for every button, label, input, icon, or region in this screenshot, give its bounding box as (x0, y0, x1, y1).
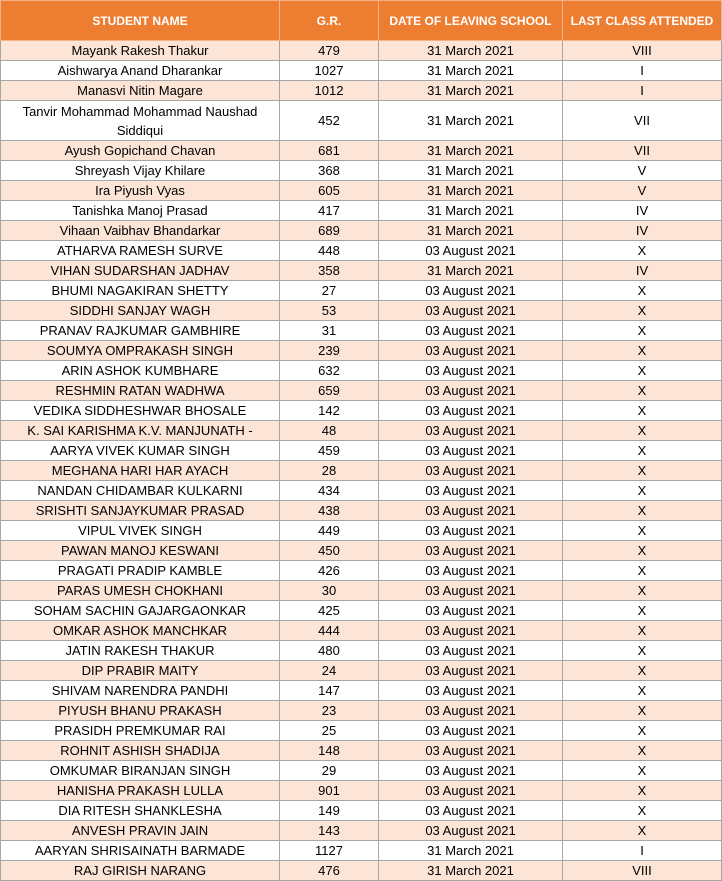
cell-date-of-leaving: 03 August 2021 (379, 661, 563, 681)
cell-date-of-leaving: 03 August 2021 (379, 621, 563, 641)
cell-last-class: X (563, 481, 722, 501)
table-row (1, 241, 722, 261)
cell-date-of-leaving: 03 August 2021 (379, 561, 563, 581)
cell-student-name: RAJ GIRISH NARANG (1, 861, 280, 881)
cell-gr: 149 (280, 801, 379, 821)
cell-last-class: VII (563, 141, 722, 161)
cell-gr: 444 (280, 621, 379, 641)
cell-gr: 239 (280, 341, 379, 361)
cell-student-name: ARIN ASHOK KUMBHARE (1, 361, 280, 381)
header-gr: G.R. (280, 1, 379, 41)
cell-student-name: Ayush Gopichand Chavan (1, 141, 280, 161)
cell-gr: 901 (280, 781, 379, 801)
cell-gr: 449 (280, 521, 379, 541)
cell-gr: 476 (280, 861, 379, 881)
cell-date-of-leaving: 31 March 2021 (379, 141, 563, 161)
cell-date-of-leaving: 31 March 2021 (379, 861, 563, 881)
cell-student-name: AARYA VIVEK KUMAR SINGH (1, 441, 280, 461)
table-row (1, 821, 722, 841)
cell-gr: 632 (280, 361, 379, 381)
cell-student-name: DIA RITESH SHANKLESHA (1, 801, 280, 821)
cell-gr: 1127 (280, 841, 379, 861)
cell-date-of-leaving: 31 March 2021 (379, 101, 563, 141)
cell-date-of-leaving: 03 August 2021 (379, 721, 563, 741)
table-row (1, 401, 722, 421)
cell-last-class: X (563, 721, 722, 741)
cell-date-of-leaving: 03 August 2021 (379, 781, 563, 801)
cell-last-class: I (563, 81, 722, 101)
table-row (1, 521, 722, 541)
cell-last-class: X (563, 801, 722, 821)
cell-student-name: ATHARVA RAMESH SURVE (1, 241, 280, 261)
cell-gr: 148 (280, 741, 379, 761)
cell-student-name: Tanvir Mohammad Mohammad Naushad Siddiqui (1, 101, 280, 141)
table-row (1, 301, 722, 321)
cell-student-name: VIHAN SUDARSHAN JADHAV (1, 261, 280, 281)
table-row (1, 581, 722, 601)
cell-gr: 31 (280, 321, 379, 341)
cell-last-class: X (563, 741, 722, 761)
table-row (1, 41, 722, 61)
cell-date-of-leaving: 31 March 2021 (379, 181, 563, 201)
cell-student-name: SIDDHI SANJAY WAGH (1, 301, 280, 321)
cell-student-name: Aishwarya Anand Dharankar (1, 61, 280, 81)
cell-last-class: X (563, 561, 722, 581)
cell-date-of-leaving: 03 August 2021 (379, 581, 563, 601)
table-row (1, 441, 722, 461)
cell-date-of-leaving: 03 August 2021 (379, 281, 563, 301)
cell-gr: 438 (280, 501, 379, 521)
cell-gr: 689 (280, 221, 379, 241)
cell-last-class: X (563, 361, 722, 381)
table-row (1, 421, 722, 441)
cell-gr: 425 (280, 601, 379, 621)
cell-date-of-leaving: 03 August 2021 (379, 341, 563, 361)
table-row (1, 861, 722, 881)
table-row (1, 761, 722, 781)
table-row (1, 381, 722, 401)
cell-gr: 358 (280, 261, 379, 281)
table-row (1, 281, 722, 301)
cell-gr: 479 (280, 41, 379, 61)
cell-date-of-leaving: 31 March 2021 (379, 261, 563, 281)
table-row (1, 341, 722, 361)
table-row (1, 61, 722, 81)
table-row (1, 161, 722, 181)
cell-student-name: Vihaan Vaibhav Bhandarkar (1, 221, 280, 241)
cell-date-of-leaving: 31 March 2021 (379, 161, 563, 181)
cell-student-name: PARAS UMESH CHOKHANI (1, 581, 280, 601)
cell-last-class: VIII (563, 861, 722, 881)
cell-gr: 53 (280, 301, 379, 321)
cell-date-of-leaving: 31 March 2021 (379, 201, 563, 221)
cell-student-name: OMKAR ASHOK MANCHKAR (1, 621, 280, 641)
cell-gr: 368 (280, 161, 379, 181)
cell-last-class: X (563, 781, 722, 801)
cell-gr: 142 (280, 401, 379, 421)
cell-gr: 25 (280, 721, 379, 741)
cell-last-class: X (563, 581, 722, 601)
cell-student-name: Ira Piyush Vyas (1, 181, 280, 201)
cell-date-of-leaving: 03 August 2021 (379, 741, 563, 761)
cell-student-name: VEDIKA SIDDHESHWAR BHOSALE (1, 401, 280, 421)
cell-gr: 480 (280, 641, 379, 661)
cell-date-of-leaving: 31 March 2021 (379, 221, 563, 241)
table-row (1, 801, 722, 821)
table-row (1, 361, 722, 381)
cell-date-of-leaving: 31 March 2021 (379, 61, 563, 81)
cell-student-name: HANISHA PRAKASH LULLA (1, 781, 280, 801)
cell-gr: 605 (280, 181, 379, 201)
cell-gr: 417 (280, 201, 379, 221)
cell-date-of-leaving: 31 March 2021 (379, 41, 563, 61)
cell-last-class: X (563, 441, 722, 461)
cell-student-name: SOHAM SACHIN GAJARGAONKAR (1, 601, 280, 621)
cell-student-name: SHIVAM NARENDRA PANDHI (1, 681, 280, 701)
table-row (1, 681, 722, 701)
cell-student-name: SOUMYA OMPRAKASH SINGH (1, 341, 280, 361)
table-row (1, 561, 722, 581)
table-row (1, 741, 722, 761)
cell-last-class: X (563, 541, 722, 561)
cell-last-class: IV (563, 201, 722, 221)
cell-date-of-leaving: 03 August 2021 (379, 461, 563, 481)
cell-gr: 23 (280, 701, 379, 721)
cell-last-class: X (563, 701, 722, 721)
cell-date-of-leaving: 03 August 2021 (379, 401, 563, 421)
cell-student-name: Shreyash Vijay Khilare (1, 161, 280, 181)
cell-date-of-leaving: 31 March 2021 (379, 841, 563, 861)
table-row (1, 721, 722, 741)
cell-student-name: PIYUSH BHANU PRAKASH (1, 701, 280, 721)
table-row (1, 661, 722, 681)
table-row (1, 781, 722, 801)
cell-gr: 27 (280, 281, 379, 301)
cell-gr: 450 (280, 541, 379, 561)
cell-student-name: NANDAN CHIDAMBAR KULKARNI (1, 481, 280, 501)
cell-student-name: SRISHTI SANJAYKUMAR PRASAD (1, 501, 280, 521)
cell-student-name: OMKUMAR BIRANJAN SINGH (1, 761, 280, 781)
cell-date-of-leaving: 03 August 2021 (379, 601, 563, 621)
cell-last-class: X (563, 421, 722, 441)
cell-student-name: PRANAV RAJKUMAR GAMBHIRE (1, 321, 280, 341)
cell-last-class: X (563, 661, 722, 681)
table-row (1, 221, 722, 241)
table-row (1, 181, 722, 201)
cell-date-of-leaving: 03 August 2021 (379, 501, 563, 521)
cell-last-class: V (563, 181, 722, 201)
cell-gr: 30 (280, 581, 379, 601)
cell-student-name: VIPUL VIVEK SINGH (1, 521, 280, 541)
cell-date-of-leaving: 03 August 2021 (379, 361, 563, 381)
table-header-row (1, 1, 722, 41)
cell-gr: 659 (280, 381, 379, 401)
cell-student-name: PAWAN MANOJ KESWANI (1, 541, 280, 561)
cell-student-name: JATIN RAKESH THAKUR (1, 641, 280, 661)
cell-last-class: X (563, 681, 722, 701)
cell-gr: 147 (280, 681, 379, 701)
cell-date-of-leaving: 03 August 2021 (379, 701, 563, 721)
table-row (1, 141, 722, 161)
table-row (1, 201, 722, 221)
cell-student-name: K. SAI KARISHMA K.V. MANJUNATH - (1, 421, 280, 441)
cell-last-class: X (563, 621, 722, 641)
cell-student-name: RESHMIN RATAN WADHWA (1, 381, 280, 401)
cell-last-class: X (563, 761, 722, 781)
cell-last-class: V (563, 161, 722, 181)
cell-gr: 143 (280, 821, 379, 841)
cell-date-of-leaving: 03 August 2021 (379, 801, 563, 821)
cell-date-of-leaving: 03 August 2021 (379, 321, 563, 341)
table-row (1, 501, 722, 521)
cell-date-of-leaving: 03 August 2021 (379, 421, 563, 441)
cell-date-of-leaving: 03 August 2021 (379, 521, 563, 541)
cell-last-class: I (563, 61, 722, 81)
cell-date-of-leaving: 03 August 2021 (379, 441, 563, 461)
cell-gr: 28 (280, 461, 379, 481)
cell-last-class: X (563, 461, 722, 481)
cell-last-class: X (563, 641, 722, 661)
table-row (1, 541, 722, 561)
cell-last-class: VIII (563, 41, 722, 61)
cell-date-of-leaving: 03 August 2021 (379, 241, 563, 261)
cell-gr: 434 (280, 481, 379, 501)
cell-date-of-leaving: 03 August 2021 (379, 761, 563, 781)
cell-student-name: PRASIDH PREMKUMAR RAI (1, 721, 280, 741)
cell-last-class: X (563, 501, 722, 521)
cell-last-class: X (563, 601, 722, 621)
cell-student-name: DIP PRABIR MAITY (1, 661, 280, 681)
cell-date-of-leaving: 03 August 2021 (379, 381, 563, 401)
cell-gr: 1012 (280, 81, 379, 101)
cell-student-name: ROHNIT ASHISH SHADIJA (1, 741, 280, 761)
table-row (1, 621, 722, 641)
table-row (1, 81, 722, 101)
cell-gr: 459 (280, 441, 379, 461)
cell-date-of-leaving: 03 August 2021 (379, 681, 563, 701)
table-row (1, 641, 722, 661)
table-row (1, 261, 722, 281)
cell-student-name: PRAGATI PRADIP KAMBLE (1, 561, 280, 581)
cell-gr: 48 (280, 421, 379, 441)
header-date-of-leaving: DATE OF LEAVING SCHOOL (379, 1, 563, 41)
table-row (1, 601, 722, 621)
cell-last-class: X (563, 381, 722, 401)
table-row (1, 101, 722, 141)
cell-gr: 24 (280, 661, 379, 681)
cell-student-name: AARYAN SHRISAINATH BARMADE (1, 841, 280, 861)
header-student-name: STUDENT NAME (1, 1, 280, 41)
cell-last-class: VII (563, 101, 722, 141)
table-row (1, 841, 722, 861)
cell-last-class: I (563, 841, 722, 861)
cell-date-of-leaving: 03 August 2021 (379, 541, 563, 561)
cell-last-class: X (563, 321, 722, 341)
cell-gr: 426 (280, 561, 379, 581)
cell-gr: 1027 (280, 61, 379, 81)
table-row (1, 481, 722, 501)
cell-date-of-leaving: 03 August 2021 (379, 821, 563, 841)
cell-student-name: Mayank Rakesh Thakur (1, 41, 280, 61)
cell-student-name: ANVESH PRAVIN JAIN (1, 821, 280, 841)
cell-date-of-leaving: 31 March 2021 (379, 81, 563, 101)
cell-last-class: X (563, 521, 722, 541)
cell-last-class: X (563, 241, 722, 261)
table-row (1, 461, 722, 481)
table-row (1, 701, 722, 721)
cell-student-name: MEGHANA HARI HAR AYACH (1, 461, 280, 481)
cell-gr: 29 (280, 761, 379, 781)
cell-gr: 681 (280, 141, 379, 161)
cell-last-class: IV (563, 261, 722, 281)
cell-student-name: Tanishka Manoj Prasad (1, 201, 280, 221)
header-last-class: LAST CLASS ATTENDED (563, 1, 722, 41)
cell-date-of-leaving: 03 August 2021 (379, 641, 563, 661)
cell-student-name: Manasvi Nitin Magare (1, 81, 280, 101)
cell-student-name: BHUMI NAGAKIRAN SHETTY (1, 281, 280, 301)
cell-last-class: X (563, 301, 722, 321)
cell-last-class: IV (563, 221, 722, 241)
cell-gr: 448 (280, 241, 379, 261)
cell-date-of-leaving: 03 August 2021 (379, 481, 563, 501)
cell-last-class: X (563, 401, 722, 421)
cell-last-class: X (563, 281, 722, 301)
cell-last-class: X (563, 341, 722, 361)
cell-gr: 452 (280, 101, 379, 141)
table-row (1, 321, 722, 341)
cell-date-of-leaving: 03 August 2021 (379, 301, 563, 321)
cell-last-class: X (563, 821, 722, 841)
